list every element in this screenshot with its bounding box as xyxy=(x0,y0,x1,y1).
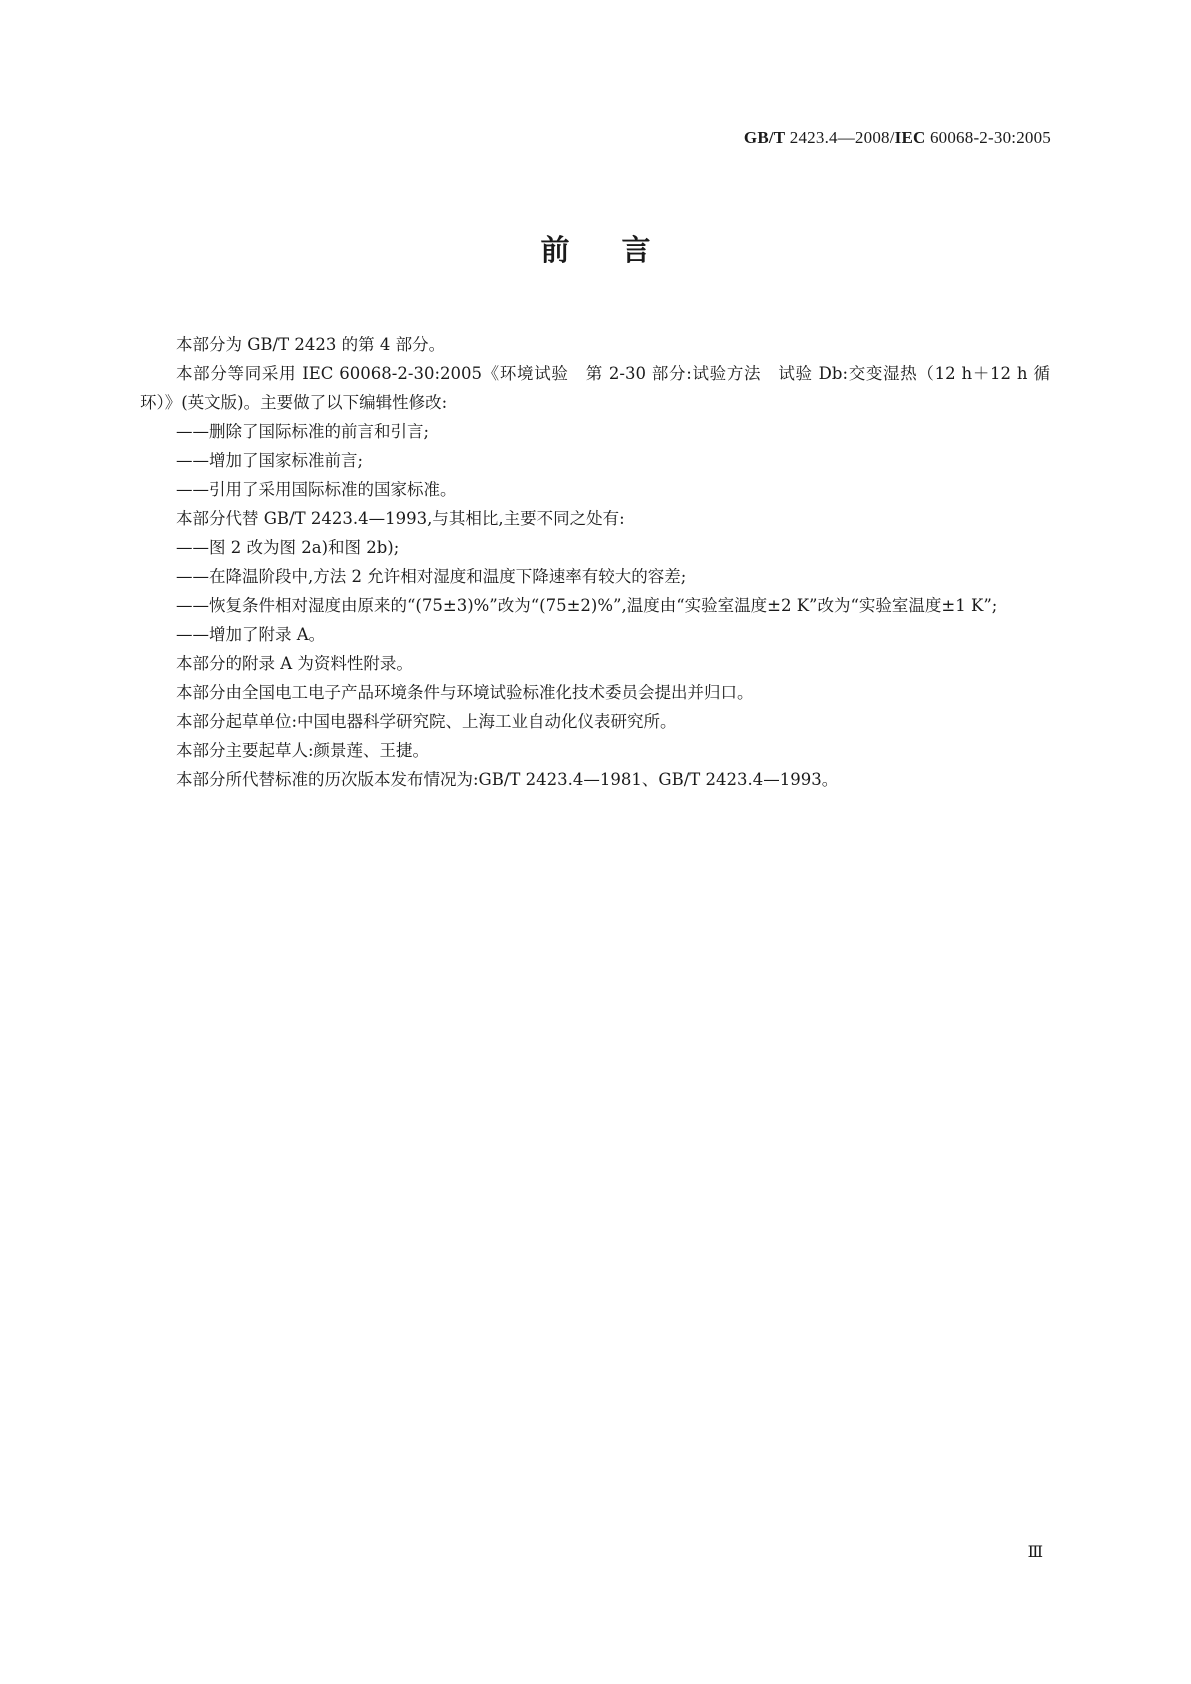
paragraph-annex: 本部分的附录 A 为资料性附录。 xyxy=(176,654,413,673)
paragraph-proposer: 本部分由全国电工电子产品环境条件与环境试验标准化技术委员会提出并归口。 xyxy=(176,683,754,702)
paragraph-adoption: 本部分等同采用 IEC 60068-2-30:2005《环境试验 第 2-30 部分:试验方法 试验 Db:交变湿热（12 h＋12 h 循环）》(英文版)。主要做了以下编辑性修改: xyxy=(140,364,1050,412)
paragraph-replacement: 本部分代替 GB/T 2423.4—1993,与其相比,主要不同之处有: xyxy=(176,509,625,528)
standard-number: 2423.4—2008/ xyxy=(785,128,895,147)
page-header xyxy=(744,128,1051,148)
paragraph-part-statement: 本部分为 GB/T 2423 的第 4 部分。 xyxy=(176,335,446,354)
list-item-change-3: ——恢复条件相对湿度由原来的“(75±3)%”改为“(75±2)%”,温度由“实验室温度±2 K”改为“实验室温度±1 K”; xyxy=(176,596,998,615)
list-item-change-1: ——图 2 改为图 2a)和图 2b); xyxy=(176,538,400,557)
page-number: Ⅲ xyxy=(1027,1544,1043,1561)
list-item-change-4: ——增加了附录 A。 xyxy=(176,625,326,644)
page-title: 前言 xyxy=(540,233,703,267)
list-item-edit-1: ——删除了国际标准的前言和引言; xyxy=(176,422,430,441)
iec-code: IEC xyxy=(894,128,926,147)
iec-number: 60068-2-30:2005 xyxy=(925,128,1051,147)
paragraph-previous-editions: 本部分所代替标准的历次版本发布情况为:GB/T 2423.4—1981、GB/T 2423.4—1993。 xyxy=(176,770,839,789)
list-item-edit-2: ——增加了国家标准前言; xyxy=(176,451,364,470)
list-item-change-2: ——在降温阶段中,方法 2 允许相对湿度和温度下降速率有较大的容差; xyxy=(176,567,687,586)
list-item-edit-3: ——引用了采用国际标准的国家标准。 xyxy=(176,480,457,499)
paragraph-drafters: 本部分主要起草人:颜景莲、王捷。 xyxy=(176,741,430,760)
paragraph-drafting-units: 本部分起草单位:中国电器科学研究院、上海工业自动化仪表研究所。 xyxy=(176,712,677,731)
foreword-body xyxy=(140,330,1050,794)
standard-code: GB/T xyxy=(743,128,786,147)
